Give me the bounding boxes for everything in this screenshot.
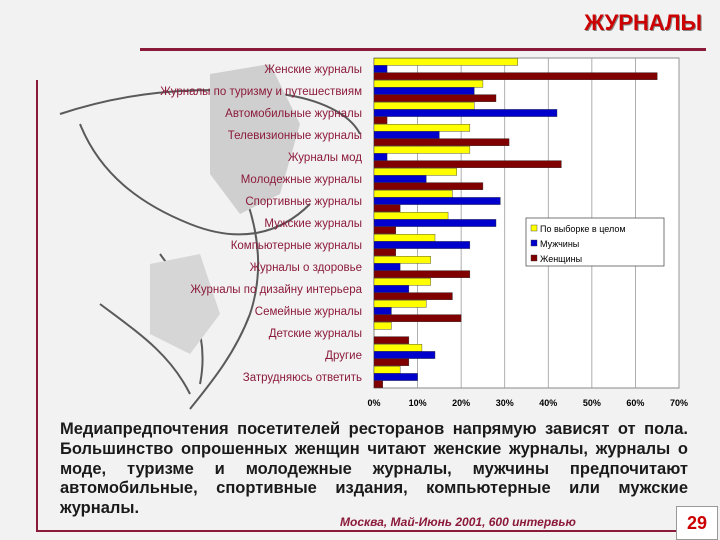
x-tick-label: 50% [582,398,601,408]
legend-swatch [531,225,537,231]
bar [374,161,561,168]
bar [374,285,409,292]
bar [374,241,470,248]
bar [374,322,391,329]
bar [374,359,409,366]
bar [374,344,422,351]
bar [374,381,383,388]
category-label: Журналы по дизайну интерьера [190,284,362,296]
bar [374,109,557,116]
category-label: Спортивные журналы [245,196,362,208]
x-tick-label: 40% [539,398,558,408]
bar [374,183,483,190]
bar [374,234,435,241]
x-tick-label: 60% [626,398,645,408]
bar [374,263,400,270]
bar [374,65,387,72]
page-number: 29 [676,506,718,540]
legend-swatch [531,240,537,246]
bar [374,373,418,380]
category-label: Другие [325,350,362,362]
x-tick-label: 70% [669,398,689,408]
bar [374,351,435,358]
bar [374,58,518,65]
bar [374,153,387,160]
bar [374,146,470,153]
bar [374,190,452,197]
bar [374,271,470,278]
category-label: Компьютерные журналы [230,240,362,252]
legend-swatch [531,255,537,261]
legend-label: Женщины [540,254,583,264]
x-tick-label: 0% [367,398,381,408]
bar [374,307,391,314]
bar [374,366,400,373]
category-label: Телевизионные журналы [227,130,362,142]
category-label: Журналы мод [287,152,362,164]
bar [374,131,439,138]
category-label: Молодежные журналы [240,174,362,186]
bar [374,102,474,109]
bar [374,87,474,94]
category-label: Семейные журналы [254,306,362,318]
bar [374,227,396,234]
bar [374,168,457,175]
x-tick-label: 30% [495,398,514,408]
legend-label: Мужчины [540,239,580,249]
bar [374,315,461,322]
category-label: Затрудняюсь ответить [242,372,362,384]
bar [374,73,657,80]
bar [374,117,387,124]
footer-divider [36,530,676,532]
bar [374,300,426,307]
bar [374,80,483,87]
category-label: Журналы по туризму и путешествиям [160,86,362,98]
bar [374,139,509,146]
summary-text: Медиапредпочтения посетителей ресторанов напрямую зависят от пола. Большинство опрошенных женщин читают женские журналы, журналы о моде, туризме и молодежные журналы, мужчины предпочитают автомобильные, спортивные издания, компьютерные или мужские журналы. [60,420,688,518]
bar [374,278,431,285]
bar [374,219,496,226]
bar [374,212,448,219]
footer-note: Москва, Май-Июнь 2001, 600 интервью [340,515,576,529]
bar [374,256,431,263]
x-tick-label: 20% [452,398,471,408]
legend-label: По выборке в целом [540,224,626,234]
bar [374,337,409,344]
bar [374,249,396,256]
category-label: Женские журналы [264,64,362,76]
page-title: ЖУРНАЛЫ [584,10,702,35]
bar [374,205,400,212]
x-tick-label: 10% [408,398,427,408]
category-label: Журналы о здоровье [249,262,362,274]
bar [374,175,426,182]
bar [374,124,470,131]
category-label: Мужские журналы [264,218,362,230]
category-label: Автомобильные журналы [225,108,362,120]
bar [374,95,496,102]
bar [374,293,452,300]
bar [374,197,500,204]
category-label: Детские журналы [268,328,362,340]
